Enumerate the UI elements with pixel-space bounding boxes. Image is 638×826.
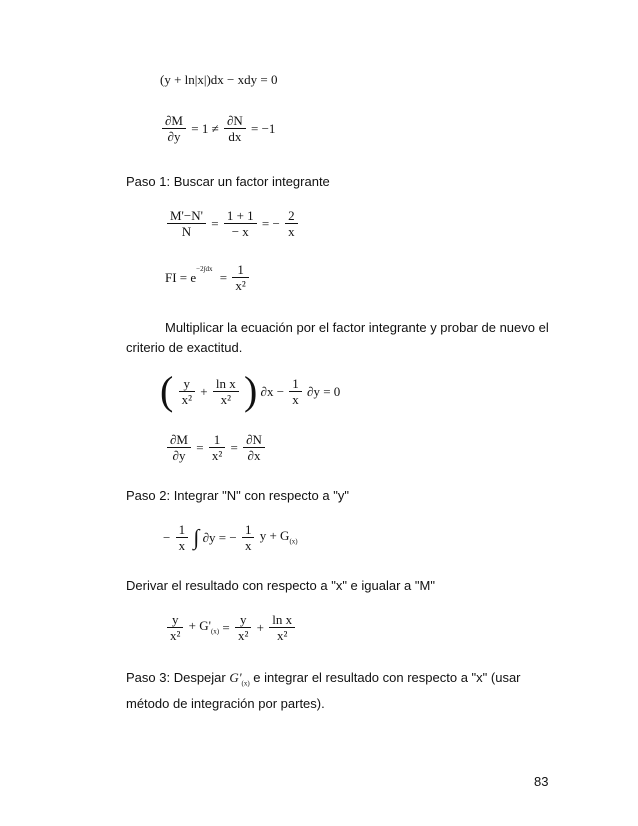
equation-3: $\frac{M'-N'}{N}$ = $\frac{1 + 1}{- x}$ = − $\frac{2}{x}$ [165,208,300,239]
equation-4: FI = $e^{-2\int dx}$ = $\frac{1}{\text{x²}}$ [165,262,251,293]
step-2-heading: Paso 2: Integrar "N" con respecto a "y" [126,488,349,503]
fraction-dN-dx: $\frac{\partial N}{dx}$ [224,113,246,144]
equation-5: ( $\frac{y}{\text{x²}}$ + $\frac{\text{ln x}}{\text{x²}}$ ) ∂x − $\frac{1}{x}$ ∂y = 0 [160,368,341,413]
step-3-line-2: método de integración por partes). [126,696,325,711]
paragraph-line-2: criterio de exactitud. [126,340,243,355]
equation-7: − $\frac{1}{x}$ ∫ ∂y = − $\frac{1}{x}$ $y + G_{(x)}$ [163,522,298,553]
equation-1 [160,73,277,86]
equation-8: $\frac{y}{\text{x²}}$ + $G'_{(x)}$ = $\frac{y}{\text{x²}}$ + $\frac{\text{ln x}}{\text{x²}}$ [165,612,297,643]
step-1-heading: Paso 1: Buscar un factor integrante [126,174,330,189]
equation-2: $\frac{\partial M}{\partial y}$ = 1 ≠ $\frac{\partial N}{dx}$ = −1 [160,113,275,144]
step-3-heading: Paso 3: Despejar $G'_{(x)}$ e integrar el resultado con respecto a "x" (usar [126,670,521,688]
equation-6: $\frac{\partial M}{\partial y}$ = $\frac{1}{\text{x²}}$ = $\frac{\partial N}{\partial x}$ [165,432,267,463]
fraction-dM-dy: $\frac{\partial M}{\partial y}$ [162,113,186,144]
derive-heading: Derivar el resultado con respecto a "x" e igualar a "M" [126,578,435,593]
page-number: 83 [534,774,549,789]
equation-1-text: (y + ln|x|)dx − xdy = 0 [160,72,278,87]
paragraph-line-1: Multiplicar la ecuación por el factor integrante y probar de nuevo el [165,320,549,335]
